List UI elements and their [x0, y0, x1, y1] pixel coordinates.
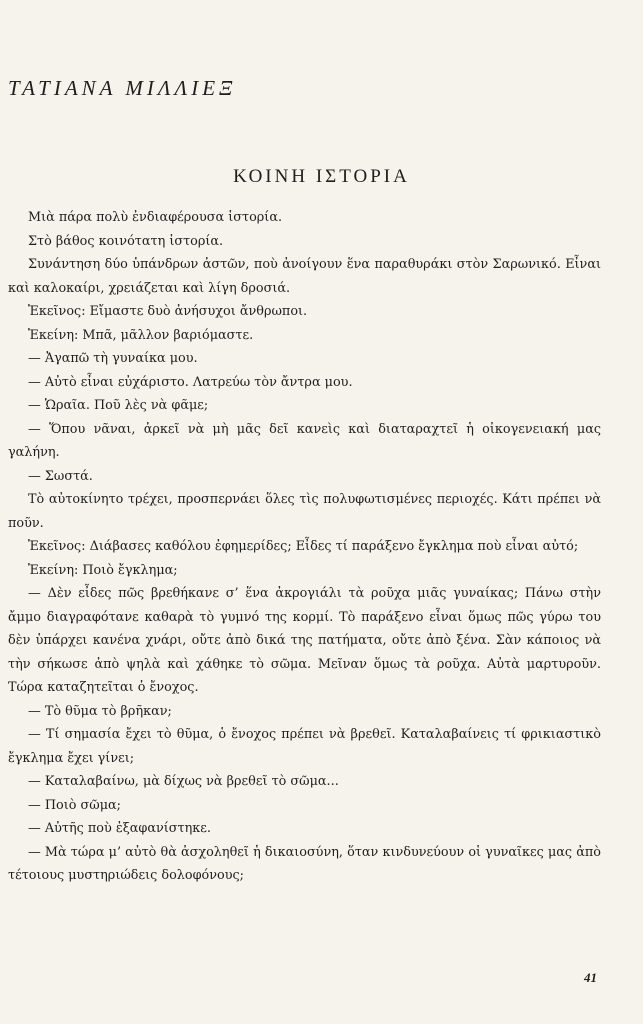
paragraph: — Μὰ τώρα μ’ αὐτὸ θὰ ἀσχοληθεῖ ἡ δικαιοσύνη, ὅταν κινδυνεύουν οἱ γυναῖκες μας ἀπὸ τέτοιους μυστηριώδεις δολοφόνους; — [8, 844, 601, 883]
paragraph: — Δὲν εἶδες πῶς βρεθήκανε σ’ ἕνα ἀκρογιάλι τὰ ροῦχα μιᾶς γυναίκας; Πάνω στὴν ἄμμο διαγραφότανε καθαρὰ τὸ γυμνό της κορμί. Τὸ παράξενο εἶναι ὅμως πῶς γύρω του δὲν ὑπάρχει κανένα χνάρι, οὔτε ἀπὸ δικά της πατήματα, οὔτε ἀπὸ ξένα. Σὰν κάποιος νὰ τὴν σήκωσε ἀπὸ ψηλὰ καὶ χάθηκε τὸ σῶμα. Μεῖναν ὅμως τὰ ροῦχα. Αὐτὰ μαρτυροῦν. Τώρα καταζητεῖται ὁ ἔνοχος. — [8, 586, 601, 695]
paragraph: — Αὐτῆς ποὺ ἐξαφανίστηκε. — [28, 821, 211, 836]
paragraph: — Ὅπου νᾶναι, ἀρκεῖ νὰ μὴ μᾶς δεῖ κανεὶς καὶ διαταραχτεῖ ἡ οἰκογενειακή μας γαλήνη. — [8, 421, 601, 460]
paragraph: — Τὸ θῦμα τὸ βρῆκαν; — [28, 703, 172, 719]
paragraph: Τὸ αὐτοκίνητο τρέχει, προσπερνάει ὅλες τὶς πολυφωτισμένες περιοχές. Κάτι πρέπει νὰ ποῦν. — [8, 492, 601, 531]
story-title: ΚΟΙΝΗ ΙΣΤΟΡΙΑ — [233, 166, 410, 187]
story-body — [8, 206, 601, 888]
paragraph: Ἐκεῖνος: Εἴμαστε δυὸ ἀνήσυχοι ἄνθρωποι. — [28, 304, 308, 319]
paragraph: — Τί σημασία ἔχει τὸ θῦμα, ὁ ἔνοχος πρέπει νὰ βρεθεῖ. Καταλαβαίνεις τί φρικιαστικὸ ἔγκλημα ἔχει γίνει; — [8, 727, 601, 766]
page-number: 41 — [584, 970, 597, 985]
paragraph: — Αὐτὸ εἶναι εὐχάριστο. Λατρεύω τὸν ἄντρα μου. — [28, 374, 353, 390]
paragraph: — Καταλαβαίνω, μὰ δίχως νὰ βρεθεῖ τὸ σῶμα... — [28, 774, 339, 789]
paragraph: — Ποιὸ σῶμα; — [28, 797, 121, 813]
paragraph: — Σωστά. — [28, 468, 93, 484]
paragraph: — Ἀγαπῶ τὴ γυναίκα μου. — [28, 351, 198, 366]
paragraph: Ἐκείνη: Μπᾶ, μᾶλλον βαριόμαστε. — [28, 327, 254, 343]
paragraph: Ἐκείνη: Ποιὸ ἔγκλημα; — [28, 562, 178, 578]
paragraph: Στὸ βάθος κοινότατη ἱστορία. — [28, 233, 224, 249]
paragraph: — Ὡραῖα. Ποῦ λὲς νὰ φᾶμε; — [28, 398, 209, 413]
author-name: ΤΑΤΙΑΝΑ ΜΙΛΛΙΕΞ — [8, 76, 237, 100]
paragraph: Μιὰ πάρα πολὺ ἐνδιαφέρουσα ἱστορία. — [28, 210, 283, 225]
paragraph: Συνάντηση δύο ὑπάνδρων ἀστῶν, ποὺ ἀνοίγουν ἕνα παραθυράκι στὸν Σαρωνικό. Εἶναι καὶ καλοκαίρι, χρειάζεται καὶ λίγη δροσιά. — [8, 257, 601, 296]
paragraph: Ἐκεῖνος: Διάβασες καθόλου ἐφημερίδες; Εἶδες τί παράξενο ἔγκλημα ποὺ εἶναι αὐτό; — [28, 539, 579, 554]
